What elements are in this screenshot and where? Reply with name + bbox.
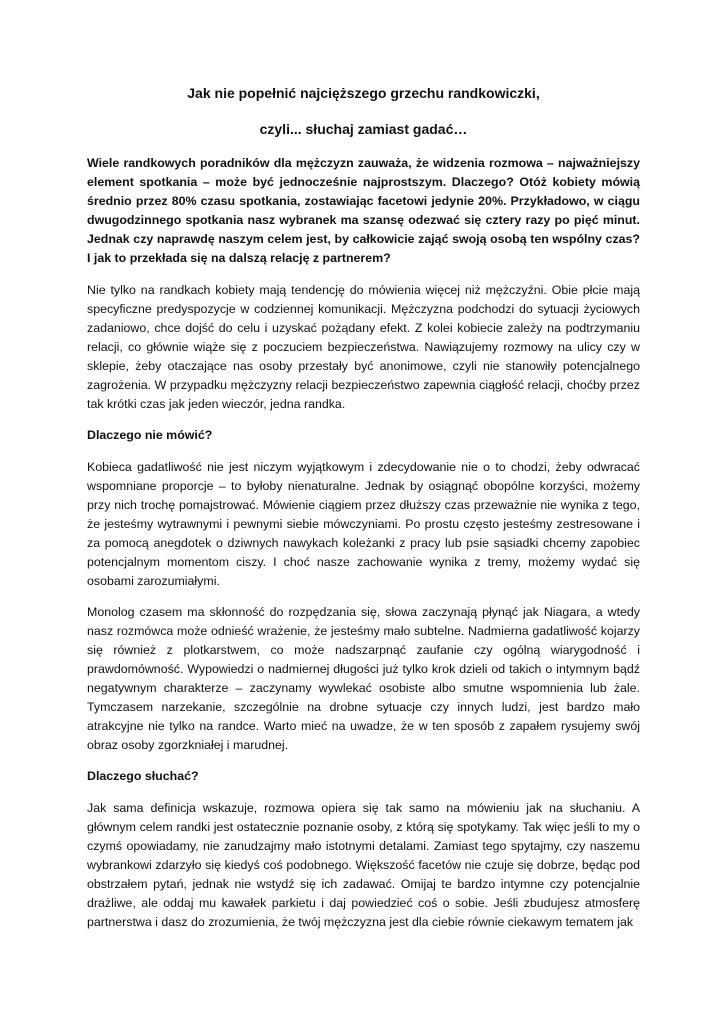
- section-heading-why-listen: Dlaczego słuchać?: [87, 769, 199, 783]
- body-paragraph-4: Jak sama definicja wskazuje, rozmowa opiera się tak samo na mówieniu jak na słuchaniu. A głównym celem randki jest ostatecznie poznanie osoby, z którą się spotykamy. Tak więc jeśli to my o czymś opowiadamy, nie zanudzajmy mało istotnymi detalami. Zamiast tego spytajmy, czy naszemu wybrankowi zdarzyło się kiedyś coś podobnego. Większość facetów nie czuje się dobrze, będąc pod obstrzałem pytań, jednak nie wstydź się ich zadawać. Omijaj te bardzo intymne czy potencjalnie drażliwe, ale oddaj mu kawałek parkietu i daj powiedzieć coś o sobie. Jeśli zbudujesz atmosferę partnerstwa i dasz do zrozumienia, że twój mężczyzna jest dla ciebie równie ciekawym tematem jak: [87, 801, 640, 929]
- document-title-line-2: czyli... słuchaj zamiast gadać…: [259, 121, 468, 137]
- document-title-line-1: Jak nie popełnić najcięższego grzechu randkowiczki,: [187, 85, 540, 101]
- body-paragraph-1: Nie tylko na randkach kobiety mają tendencję do mówienia więcej niż mężczyźni. Obie płcie mają specyficzne predyspozycje w codziennej komunikacji. Mężczyzna podchodzi do sytuacji życiowych zadaniowo, chce dojść do celu i uzyskać pożądany efekt. Z kolei kobiecie zależy na podtrzymaniu relacji, co głównie wiąże się z poczuciem bezpieczeństwa. Nawiązujemy rozmowy na ulicy czy w sklepie, żeby otaczające nas osoby przestały być anonimowe, czyli nie stanowiły potencjalnego zagrożenia. W przypadku mężczyzny relacji bezpieczeństwo zapewnia ciągłość relacji, choćby przez tak krótki czas jak jeden wieczór, jedna randka.: [87, 283, 640, 411]
- body-paragraph-2: Kobieca gadatliwość nie jest niczym wyjątkowym i zdecydowanie nie o to chodzi, żeby odwracać wspomniane proporcje – to byłoby nienaturalne. Jednak by osiągnąć obopólne korzyści, możemy przy nich trochę pomajstrować. Mówienie ciągiem przez dłuższy czas przeważnie nie wynika z tego, że jesteśmy wytrawnymi i pewnymi siebie mówczyniami. Po prostu często jesteśmy zestresowane i za pomocą anegdotek o dziwnych nawykach koleżanki z pracy lub psie sąsiadki chcemy zapobiec potencjalnym momentom ciszy. I choć nasze zachowanie wynika z tremy, możemy wydać się osobami zarozumiałymi.: [87, 460, 640, 588]
- document-page: [87, 84, 640, 944]
- lead-paragraph: Wiele randkowych poradników dla mężczyzn zauważa, że widzenia rozmowa – najważniejszy element spotkania – może być jednocześnie najprostszym. Dlaczego? Otóż kobiety mówią średnio przez 80% czasu spotkania, zostawiając facetowi jedynie 20%. Przykładowo, w ciągu dwugodzinnego spotkania nasz wybranek ma szansę odezwać się cztery razy po pięć minut. Jednak czy naprawdę naszym celem jest, by całkowicie zająć swoją osobą ten wspólny czas? I jak to przekłada się na dalszą relację z partnerem?: [87, 156, 640, 265]
- section-heading-why-not-talk: Dlaczego nie mówić?: [87, 428, 213, 442]
- body-paragraph-3: Monolog czasem ma skłonność do rozpędzania się, słowa zaczynają płynąć jak Niagara, a wtedy nasz rozmówca może odnieść wrażenie, że jesteśmy mało subtelne. Nadmierna gadatliwość kojarzy się również z plotkarstwem, co może nadszarpnąć zaufanie czy ogólną wiarygodność i prawdomówność. Wypowiedzi o nadmiernej długości już tylko krok dzieli od takich o intymnym bądź negatywnym charakterze – zaczynamy wywlekać osobiste albo smutne wspomnienia lub żale. Tymczasem narzekanie, szczególnie na drobne sytuacje czy innych ludzi, jest bardzo mało atrakcyjne nie tylko na randce. Warto mieć na uwadze, że w ten sposób z zapałem rysujemy swój obraz osoby zgorzkniałej i marudnej.: [87, 605, 640, 752]
